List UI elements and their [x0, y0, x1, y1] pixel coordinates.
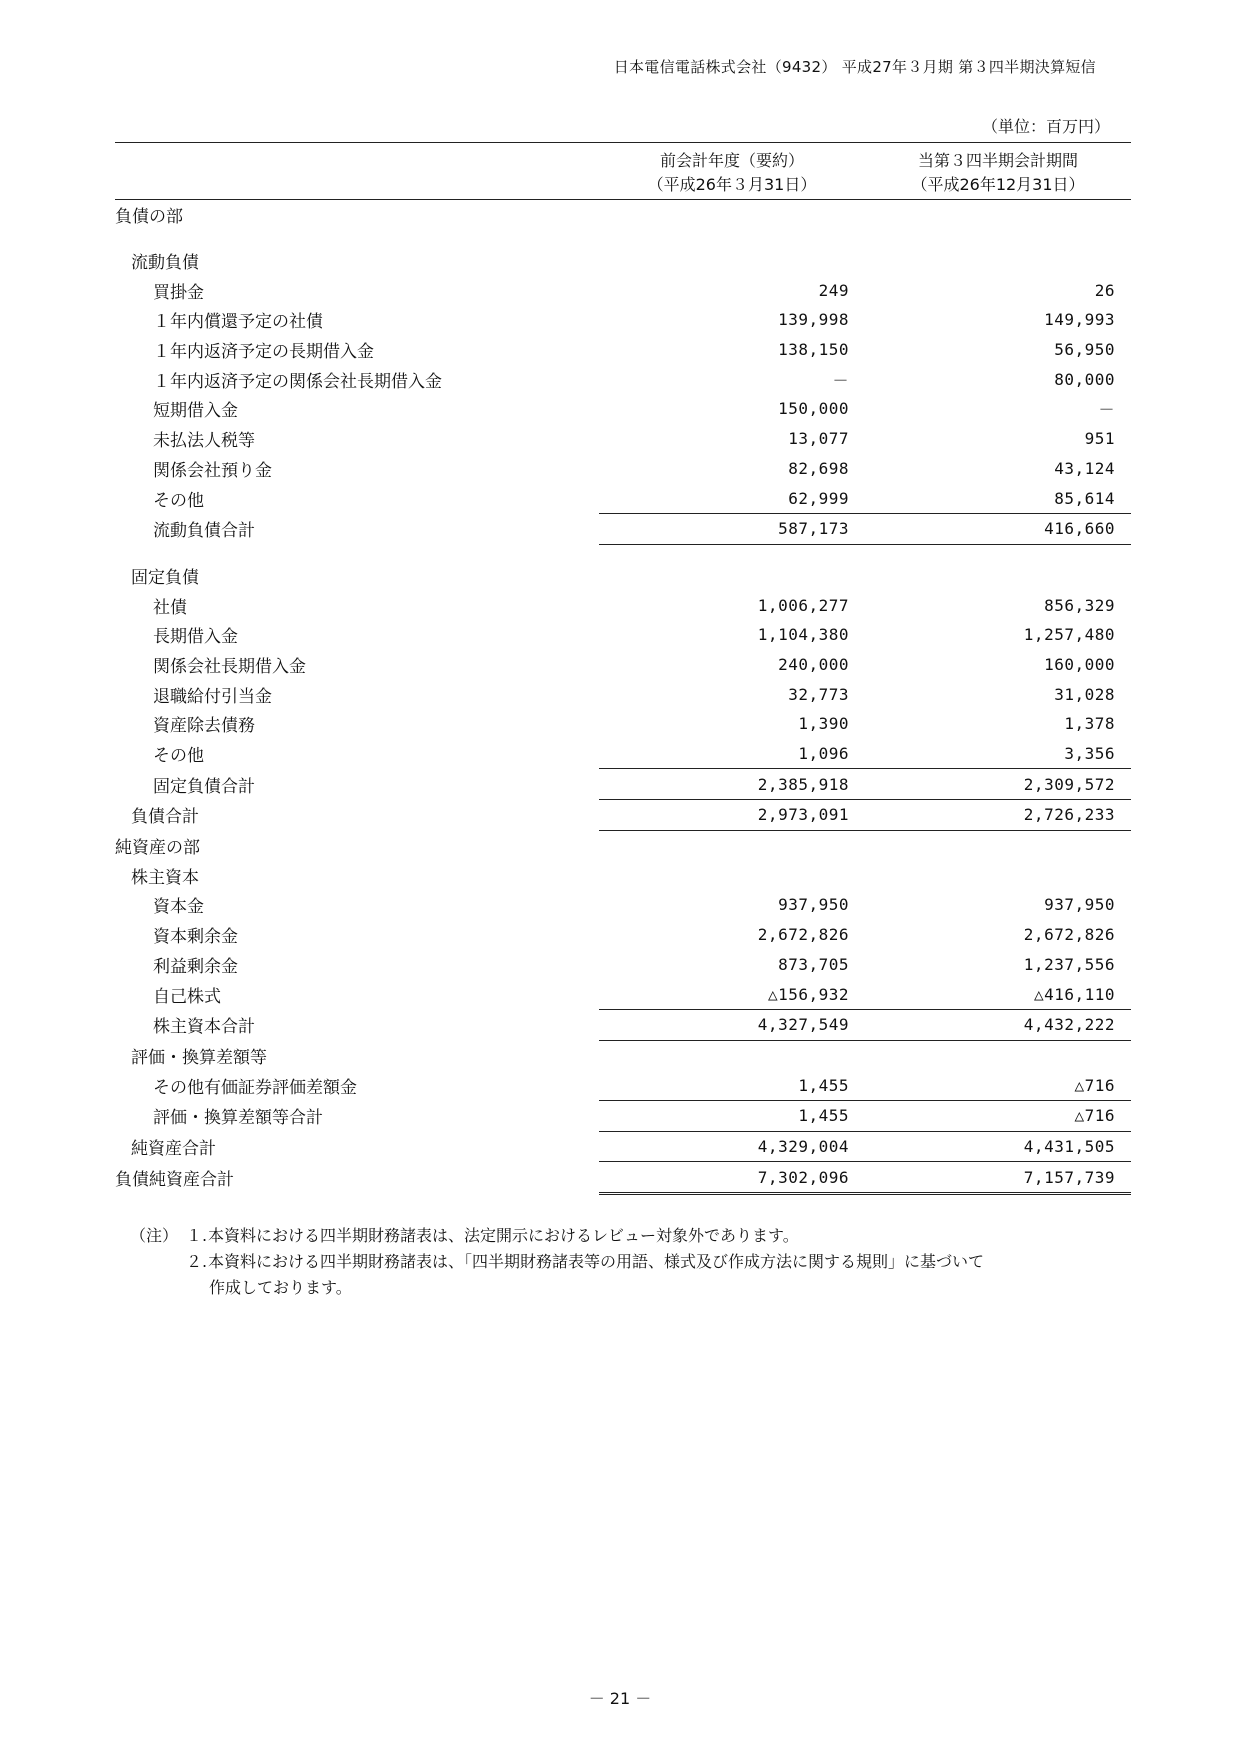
current-period-value: 2,309,572: [865, 769, 1131, 800]
prior-period-value: 249: [818, 280, 849, 300]
current-period-value: 149,993: [1044, 310, 1115, 330]
total-row: [115, 800, 1131, 831]
table-row: [115, 394, 1131, 424]
total-row: [115, 1009, 1131, 1040]
prior-period-value: 4,329,004: [599, 1131, 865, 1162]
total-row: [115, 1131, 1131, 1162]
row-label: 関係会社預り金: [153, 460, 272, 481]
current-period-value: 1,257,480: [1023, 625, 1115, 645]
current-period-value: 951: [1084, 429, 1115, 449]
prior-period-value: 1,390: [798, 714, 849, 734]
current-period-value: 7,157,739: [865, 1162, 1131, 1194]
row-label: 資本金: [153, 897, 204, 918]
row-label: １年内返済予定の長期借入金: [153, 342, 374, 363]
row-label: 資本剰余金: [153, 927, 238, 948]
row-label: 固定負債合計: [153, 776, 255, 797]
table-row: [115, 1070, 1131, 1100]
table-row: [115, 830, 1131, 860]
total-row: [115, 513, 1131, 544]
header-label-cell: [115, 143, 599, 200]
table-row: [115, 1040, 1131, 1070]
row-label: １年内償還予定の社債: [153, 312, 323, 333]
row-label: 長期借入金: [153, 627, 238, 648]
spacer-row: [115, 544, 1131, 561]
prior-period-value: －: [832, 370, 849, 390]
table-row: [115, 950, 1131, 980]
table-row: [115, 860, 1131, 890]
prior-period-value: 7,302,096: [599, 1162, 865, 1194]
prior-period-value: 2,973,091: [599, 800, 865, 831]
current-period-value: [865, 1040, 1131, 1070]
current-period-value: 937,950: [1044, 895, 1115, 915]
prior-period-value: [599, 860, 865, 890]
row-label: 評価・換算差額等合計: [153, 1108, 323, 1129]
prior-period-value: 1,455: [798, 1075, 849, 1095]
table-row: [115, 483, 1131, 513]
table-row: [115, 200, 1131, 230]
current-period-value: △416,110: [1033, 984, 1115, 1004]
prior-period-value: 2,672,826: [757, 925, 849, 945]
note-item: [130, 1249, 1130, 1275]
notes-prefix-spacer: [130, 1249, 186, 1275]
header-prior-period: [599, 143, 865, 200]
row-label: 利益剰余金: [153, 956, 238, 977]
current-period-value: △716: [1074, 1075, 1115, 1095]
prior-period-value: 1,006,277: [757, 595, 849, 615]
row-label: その他: [153, 490, 204, 511]
current-period-title: 当第３四半期会計期間: [917, 151, 1078, 170]
table-row: [115, 739, 1131, 769]
prior-period-value: 150,000: [778, 399, 849, 419]
row-label: 株主資本合計: [153, 1017, 255, 1038]
current-period-value: 31,028: [1054, 684, 1115, 704]
row-label: 短期借入金: [153, 401, 238, 422]
current-period-value: 3,356: [1064, 744, 1115, 764]
current-period-value: 26: [1094, 280, 1115, 300]
row-label: 負債合計: [131, 807, 199, 828]
table-row: [115, 890, 1131, 920]
row-label: 社債: [153, 597, 187, 618]
current-period-value: 85,614: [1054, 488, 1115, 508]
table-row: [115, 590, 1131, 620]
balance-sheet-table: [115, 142, 1131, 1195]
current-period-value: 43,124: [1054, 458, 1115, 478]
total-row: [115, 1162, 1131, 1194]
row-label: 純資産の部: [115, 837, 200, 858]
table-row: [115, 709, 1131, 739]
note-continuation: 作成しております。: [209, 1278, 352, 1297]
current-period-value: 856,329: [1044, 595, 1115, 615]
note-text: 本資料における四半期財務諸表は、「四半期財務諸表等の用語、様式及び作成方法に関する規則」に基づいて: [208, 1252, 985, 1271]
prior-period-value: 139,998: [778, 310, 849, 330]
page-number: － 21 －: [588, 1689, 652, 1708]
document-header: 日本電信電話株式会社（9432） 平成27年３月期 第３四半期決算短信: [613, 58, 1096, 76]
prior-period-value: 873,705: [778, 954, 849, 974]
current-period-value: 56,950: [1054, 340, 1115, 360]
row-label: １年内返済予定の関係会社長期借入金: [153, 371, 442, 392]
prior-period-value: 82,698: [788, 458, 849, 478]
prior-period-value: [599, 246, 865, 276]
prior-period-date: （平成26年３月31日）: [647, 175, 817, 194]
current-period-date: （平成26年12月31日）: [911, 175, 1085, 194]
table-row: [115, 920, 1131, 950]
prior-period-value: 138,150: [778, 340, 849, 360]
current-period-value: [865, 830, 1131, 860]
unit-label: （単位：百万円）: [981, 117, 1110, 136]
prior-period-value: △156,932: [767, 984, 849, 1004]
total-row: [115, 1100, 1131, 1131]
row-label: 負債の部: [115, 207, 183, 228]
table-row: [115, 979, 1131, 1009]
current-period-value: [865, 200, 1131, 230]
note-number: ２.: [186, 1252, 208, 1271]
current-period-value: 4,431,505: [865, 1131, 1131, 1162]
table-row: [115, 454, 1131, 484]
row-label: その他: [153, 746, 204, 767]
current-period-value: 416,660: [865, 513, 1131, 544]
table-row: [115, 679, 1131, 709]
current-period-value: [865, 246, 1131, 276]
header-current-period: [865, 143, 1131, 200]
prior-period-value: 1,104,380: [757, 625, 849, 645]
note-number: １.: [186, 1226, 208, 1245]
prior-period-value: 62,999: [788, 488, 849, 508]
table-row: [115, 335, 1131, 365]
current-period-value: 160,000: [1044, 654, 1115, 674]
prior-period-value: 13,077: [788, 429, 849, 449]
prior-period-value: 1,096: [798, 744, 849, 764]
table-row: [115, 620, 1131, 650]
notes-prefix: （注）: [130, 1226, 179, 1245]
row-label: 評価・換算差額等: [131, 1047, 267, 1068]
row-label: 流動負債: [131, 253, 199, 274]
row-label: 買掛金: [153, 282, 204, 303]
prior-period-value: 587,173: [599, 513, 865, 544]
current-period-value: [865, 860, 1131, 890]
table-row: [115, 364, 1131, 394]
current-period-value: 2,672,826: [1023, 925, 1115, 945]
prior-period-value: 2,385,918: [599, 769, 865, 800]
current-period-value: 80,000: [1054, 369, 1115, 389]
row-label: 流動負債合計: [153, 521, 255, 542]
table-row: [115, 561, 1131, 591]
row-label: 純資産合計: [131, 1138, 216, 1159]
prior-period-value: [599, 1040, 865, 1070]
row-label: 負債純資産合計: [115, 1170, 234, 1191]
prior-period-value: [599, 561, 865, 591]
table-row: [115, 305, 1131, 335]
row-label: 株主資本: [131, 867, 199, 888]
row-label: 未払法人税等: [153, 431, 255, 452]
current-period-value: △716: [865, 1100, 1131, 1131]
note-text: 本資料における四半期財務諸表は、法定開示におけるレビュー対象外であります。: [208, 1226, 799, 1245]
prior-period-value: 240,000: [778, 654, 849, 674]
table-header-row: [115, 143, 1131, 200]
row-label: 自己株式: [153, 986, 221, 1007]
prior-period-value: [599, 830, 865, 860]
current-period-value: 4,432,222: [865, 1009, 1131, 1040]
spacer-cell: [115, 544, 1131, 561]
current-period-value: 1,378: [1064, 714, 1115, 734]
row-label: その他有価証券評価差額金: [153, 1077, 357, 1098]
prior-period-value: 32,773: [788, 684, 849, 704]
row-label: 関係会社長期借入金: [153, 656, 306, 677]
prior-period-value: 4,327,549: [599, 1009, 865, 1040]
table-row: [115, 424, 1131, 454]
table-row: [115, 275, 1131, 305]
table-row: [115, 650, 1131, 680]
total-row: [115, 769, 1131, 800]
table-row: [115, 246, 1131, 276]
current-period-value: 1,237,556: [1023, 954, 1115, 974]
spacer-cell: [115, 230, 1131, 246]
current-period-value: 2,726,233: [865, 800, 1131, 831]
notes-section: [130, 1223, 1130, 1301]
prior-period-value: 937,950: [778, 895, 849, 915]
row-label: 資産除去債務: [153, 716, 255, 737]
current-period-value: －: [1098, 400, 1115, 420]
prior-period-title: 前会計年度（要約）: [659, 151, 804, 170]
prior-period-value: [599, 200, 865, 230]
row-label: 固定負債: [131, 567, 199, 588]
current-period-value: [865, 561, 1131, 591]
row-label: 退職給付引当金: [153, 686, 272, 707]
note-item: [130, 1223, 1130, 1249]
prior-period-value: 1,455: [599, 1100, 865, 1131]
spacer-row: [115, 230, 1131, 246]
balance-sheet-body: [115, 200, 1131, 1194]
